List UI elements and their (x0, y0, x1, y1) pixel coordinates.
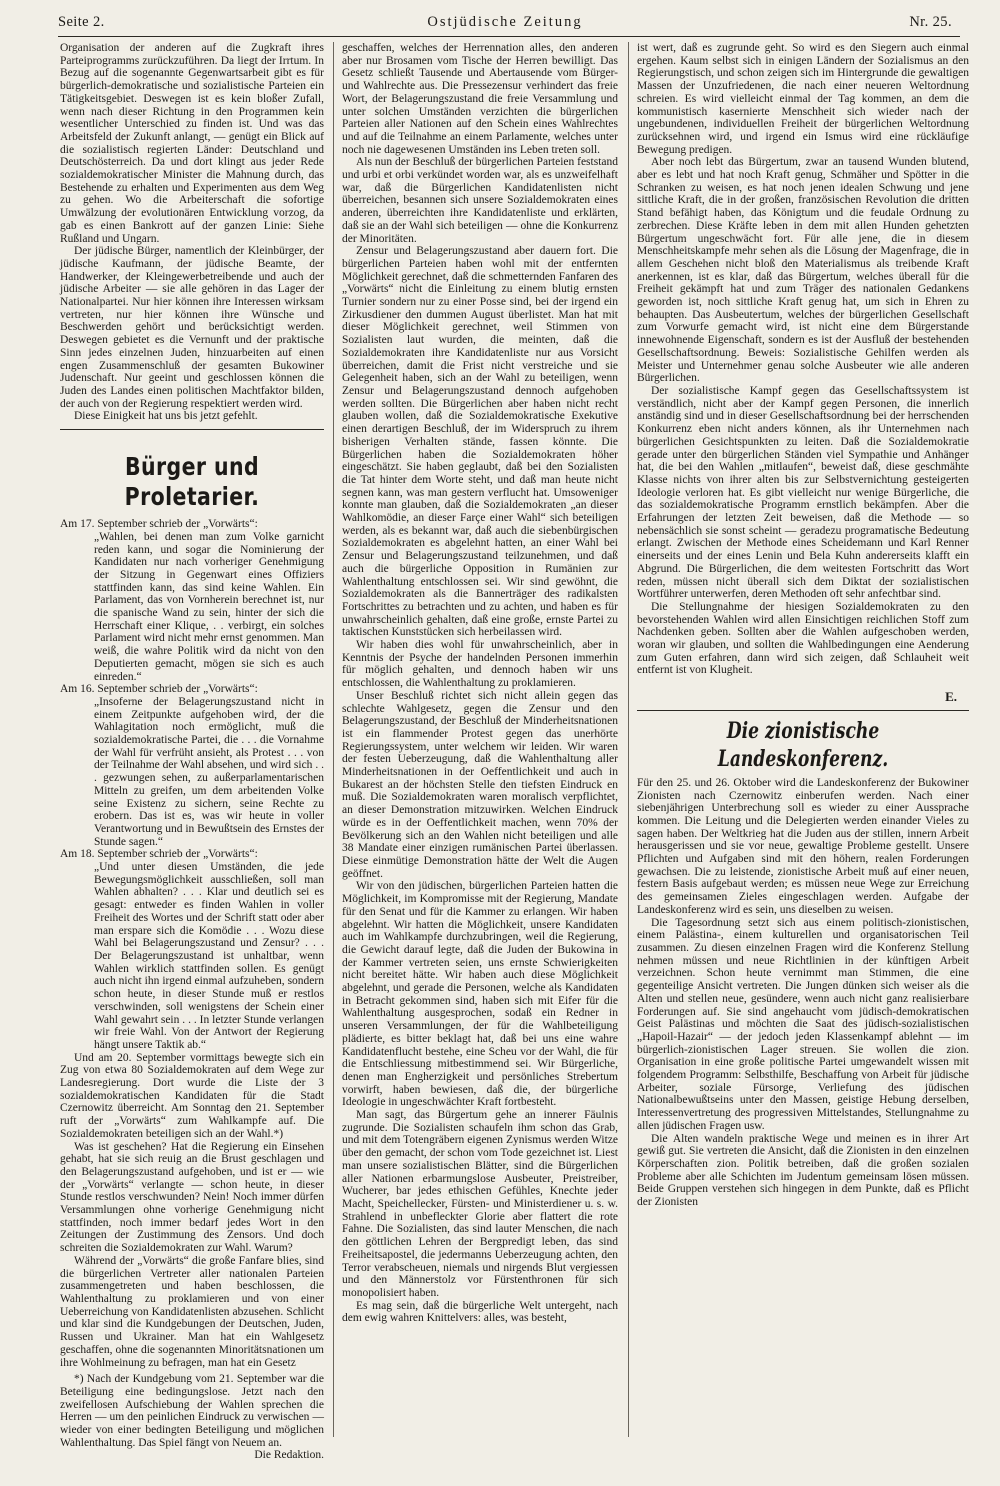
quote: „Insoferne der Belagerungszustand nicht in einem Zeitpunkte aufgehoben wird, der die Wahlagitation noch ermöglicht, muß die sozialdemokratische Partei, die . . . die Vornahme der Wahl für verfrüht ansieht, als Protest . . . von der Teilnahme der Wahl absehen, und wird sich . . . gezwungen sehen, zu außerparlamentarischen Mitteln zu greifen, um dem arbeitenden Volke seine Existenz zu sichern, seine Rechte zu erobern. Das ist es, was wir heute in voller Verantwortung und in Bewußtsein des Ernstes der Stunde sagen.“ (94, 695, 324, 848)
issue-number: Nr. 25. (909, 14, 952, 30)
article-heading: Die zionistische Landeskonferenz. (717, 717, 889, 772)
header-rule (58, 36, 960, 37)
author-signature: E. (945, 689, 957, 705)
paragraph: Unser Beschluß richtet sich nicht allein gegen das schlechte Wahlgesetz, gegen die Zensur und den Belagerungszustand, der Beschluß der Minderheitsnationen ist ein flammender Protest gegen das unerhörte Regierungssystem, unter welchem wir leiden. Wir waren der festen Ueberzeugung, daß die Wahlenthaltung aller Minderheitsnationen in der Oeffentlichkeit und auch in Bukarest an der höchsten Stelle den tiefsten Eindruck en muß. Die Sozialdemokraten waren moralisch verpflichtet, an dieser Demonstration mitzuwirken. Welchen Eindruck würde es in der Oeffentlichkeit machen, wenn 70% der Bevölkerung sich an den Wahlen nicht beteiligen und alle 38 Mandate einer einzigen rumänischen Partei überlassen. Diese einmütige Demonstration hätte der Welt die Augen geöffnet. (342, 689, 618, 880)
page-number: Seite 2. (58, 14, 105, 30)
paragraph: ist wert, daß es zugrunde geht. So wird es den Siegern auch einmal ergehen. Kaum selbst sich in einigen Ländern der Sozialismus an den Regierungstisch, und schon zeigen sich im Hintergrunde die gewaltigen Massen der Unzufriedenen, die nach einer neueren Weltordnung schreien. Es wird vielleicht einmal der Tag kommen, an dem die kommunistisch kasernierte Menschheit sich wieder nach der ungebundenen, individuellen Freiheit der bürgerlichen Weltordnung zurücksehnen wird, und irgend ein Ismus wird eine rückläufige Bewegung predigen. (637, 42, 969, 156)
paragraph: Für den 25. und 26. Oktober wird die Landeskonferenz der Bukowiner Zionisten nach Czernowitz einberufen werden. Nach einer siebenjährigen Unterbrechung soll es wieder zu einer Aussprache kommen. Die Leitung und die Delegierten werden einander Vieles zu sagen haben. Der Weltkrieg hat die Juden aus der stillen, innern Arbeit herausgerissen und sie vor neue, gewaltige Probleme gestellt. Unsere Pflichten und Aufgaben sind mit den höhern, realen Forderungen gewachsen. Die zu leistende, zionistische Arbeit muß auf einer neuen, festern Basis aufgebaut werden; es müssen neue Wege zur Erreichung des gemeinsamen Zieles eingeschlagen werden. Aufgabe der Landeskonferenz wird es sein, uns dieselben zu weisen. (637, 776, 969, 916)
paragraph: Die Alten wandeln praktische Wege und meinen es in ihrer Art gewiß gut. Sie vertreten die Ansicht, daß die Zionisten in den einzelnen Körperschaften zion. Politik betreiben, daß die großen sozialen Probleme aber alle Schichten im Judentum gemeinsam lösen müssen. Beide Gruppen verstehen sich hingegen in dem Punkte, daß es Pflicht der Zionisten (637, 1132, 969, 1209)
paragraph: Während der „Vorwärts“ die große Fanfare blies, sind die bürgerlichen Vertreter aller nationalen Parteien zusammengetreten und haben beschlossen, die Wahlenthaltung zu proklamieren und von einer Ueberreichung von Kandidatenlisten abzusehen. Schlicht und klar sind die Kundgebungen der Deutschen, Juden, Russen und Ukrainer. Man hat ein Wahlgesetz geschaffen, ohne die sogenannten Minoritätsnationen um ihre Wohlmeinung zu befragen, man hat ein Gesetz (60, 1254, 324, 1369)
footnote: *) Nach der Kundgebung vom 21. September war die Beteiligung eine bedingungslose. Jetzt nach den zweifellosen Aufschiebung der Wahlen sprechen die Herren — um den peinlichen Eindruck zu verwischen — wieder von einer bedingten Beteiligung und möglichen Wahlenthaltung. Das Spiel fängt von Neuem an. (60, 1373, 324, 1449)
column-divider (628, 42, 629, 1437)
quote: „Und unter diesen Umständen, die jede Bewegungsmöglichkeit ausschließen, soll man Wahlen abhalten? . . . Klar und deutlich sei es gesagt: entweder es finden Wahlen in voller Freiheit des Wortes und der Schrift statt oder aber man erspare sich die Komödie . . . Wozu diese Wahl bei Belagerungszustand und Zensur? . . . Der Belagerungszustand ist unhaltbar, wenn Wahlen wirklich stattfinden sollen. Es genügt auch nicht ihn irgend einmal aufzuheben, sondern schon heute, in dieser Stunde muß er restlos verschwinden, soll wenigstens der Schein einer Wahl gewahrt sein . . . In letzter Stunde verlangen wir freie Wahl. Von der Antwort der Regierung hängt unsere Taktik ab.“ (94, 861, 324, 1051)
paragraph: Diese Einigkeit hat uns bis jetzt gefehlt. (74, 410, 258, 423)
newspaper-title: Ostjüdische Zeitung (427, 14, 583, 30)
column-divider (333, 42, 334, 1437)
paragraph: Die Tagesordnung setzt sich aus einem politisch-zionistischen, einem Palästina-, einem kulturellen und organisatorischen Teil zusammen. Zu diesen einzelnen Fragen wird die Konferenz Stellung nehmen müssen und neue Richtlinien in der künftigen Arbeit verzeichnen. Schon heute vernimmt man Stimmen, die eine gegenteilige Ansicht vertreten. Die Jungen dünken sich weiser als die Alten und stellen neue, gesündere, wenn auch nicht ganz realisierbare Forderungen auf. Sie sind angehaucht vom jüdisch-demokratischen Geist Palästinas und möchten die Saat des jüdisch-sozialistischen „Hapoil-Hazair“ — der jedoch jeden Klassenkampf ablehnt — im bürgerlich-zionistischen Lager streuen. Sie wollen die zion. Organisation in eine große politische Partei umgewandelt wissen mit folgendem Programm: Selbsthilfe, Beschaffung von Arbeit für jüdische Arbeiter, soziale Fürsorge, Verliefung des jüdischen Nationalbewußtseins unter den Massen, geistige Hebung derselben, Interessenvertretung des progressiven Mittelstandes, Stellungnahme zu allen jüdischen Fragen usw. (637, 916, 969, 1132)
dateline: Am 17. September schrieb der „Vorwärts“: (60, 518, 258, 531)
paragraph: Als nun der Beschluß der bürgerlichen Parteien feststand und urbi et orbi verkündet worden war, als es unzweifelhaft war, daß die Bürgerlichen Kandidatenlisten nicht überreichen, besannen sich unsere Sozialdemokraten eines anderen, überreichten ihre Kandidatenliste und erklärten, daß sie an der Wahl sich beteiligen — ohne die Konkurrenz der Minoritäten. (342, 156, 618, 245)
paragraph: Aber noch lebt das Bürgertum, zwar an tausend Wunden blutend, aber es lebt und hat noch Kraft genug, Schmäher und Spötter in die Schranken zu weisen, es hat noch jenen idealen Schwung und jene sittliche Kraft, die in der großen, französischen Revolution die dritten Stand befähigt haben, das Königtum und die feudale Ordnung zu zerbrechen. Diese Kräfte leben in dem mit allen Hunden gehetzten Bürgertum ungeschwächt fort. Für alle jene, die in diesem Menschheitskampfe mehr sehen als die Lösung der Magenfrage, die in allem Geschehen nicht bloß den Materialismus als treibende Kraft anerkennen, ist es klar, daß das Bürgertum, welches überall für die Freiheit gekämpft hat und zum Träger des nationalen Gedankens geworden ist, noch sittliche Kraft genug hat, um sich in Ehren zu behaupten. Das Ausbeutertum, welches der bürgerlichen Gesellschaft zum Vorwurfe gemacht wird, ist nicht eine dem Bürgerstande innewohnende Eigenschaft, sondern es ist der Ausfluß der bestehenden Gesellschaftsordnung. Beweis: Sozialistische Gehilfen werden als Meister und Unternehmer genau solche Ausbeuter wie alle anderen Bürgerlichen. (637, 156, 969, 385)
paragraph: Zensur und Belagerungszustand aber dauern fort. Die bürgerlichen Parteien haben wohl mit der entfernten Möglichkeit gerechnet, daß die schmetternden Fanfaren des „Vorwärts“ nicht die Einleitung zu einem blutig ernsten Turnier sondern nur zu einer Posse sind, bei der irgend ein Zirkusdiener den dummen August überlistet. Man hat mit dieser Möglichkeit gerechnet, weil Stimmen von Sozialisten laut wurden, die meinten, daß die Sozialdemokraten ihre Kandidatenliste nur aus Vorsicht überreichen, damit die Frist nicht verstreiche und sie Gelegenheit haben, sich an der Wahl zu beteiligen, wenn Zensur und Belagerungszustand dennoch aufgehoben werden sollten. Die Bürgerlichen aber haben nicht recht glauben wollen, daß die Sozialdemokratische Exekutive einen derartigen Beschluß, der im Widerspruch zu ihrem bisherigen Verhalten stände, fassen könnte. Die Bürgerlichen haben die Sozialdemokraten höher eingeschätzt. Sie haben geglaubt, daß bei den Sozialisten die Tat hinter dem Worte steht, und daß man heute nicht segnen kann, was man gestern verflucht hat. Umsoweniger konnte man glauben, daß die Sozialdemokraten „an dieser Wahlkomödie, an dieser Farçe einer Wahl“ sich beteiligen werden, als es bekannt war, daß auch die siebenbürgischen Sozialdemokraten es abgelehnt hatten, an einer Wahl bei Zensur und Belagerungszustand teilzunehmen, und daß auch die bürgerliche Opposition in Rumänien zur Wahlenthaltung entschlossen sei. Wir sind gewöhnt, die Sozialdemokraten als die Bannerträger des radikalsten Fortschrittes zu betrachten und zu achten, und haben es für unwahrscheinlich gehalten, daß eine große, ernste Partei zu taktischen Kunststücken sich herbeilassen wird. (342, 245, 618, 639)
paragraph: Wir von den jüdischen, bürgerlichen Parteien hatten die Möglichkeit, im Kompromisse mit der Regierung, Mandate für den Senat und für die Kammer zu erlangen. Wir haben abgelehnt. Wir hatten die Möglichkeit, unsere Kandidaten auch im Wahlkampfe durchzubringen, weil die Regierung, die Gewicht darauf legte, daß die Juden der Bukowina in der Kammer vertreten seien, uns ernste Schwierigkeiten nicht bereitet hätte. Wir haben auch diese Möglichkeit abgelehnt, und gerade die Personen, welche als Kandidaten in Betracht gekommen sind, haben sich mit Eifer für die Wahlenthaltung ausgesprochen, sodaß ein Redner in unseren Versammlungen, der für die Wahlbeteiligung plädierte, es bitter beklagt hat, daß bei uns eine wahre Kandidatenflucht bestehe, eine Scheu vor der Wahl, die für die Entschliessung mitbestimmend sei. Wir Bürgerliche, denen man Engherzigkeit und persönliches Strebertum vorwirft, haben bewiesen, daß die, der bürgerliche Ideologie in ungeschwächter Kraft fortbesteht. (342, 880, 618, 1109)
article-heading: Bürger und Proletarier. (124, 452, 260, 512)
column-3 (637, 42, 969, 1442)
dateline: Am 18. September schrieb der „Vorwärts“: (60, 848, 258, 861)
column-2 (342, 42, 618, 1442)
paragraph: Die Stellungnahme der hiesigen Sozialdemokraten zu den bevorstehenden Wahlen wird allen Einsichtigen reichlichen Stoff zum Nachdenken geben. Sollten aber die Wahlen aufgeschoben werden, woran wir glauben, und sollten die Wahlbedingungen eine Aenderung zum Guten erfahren, dann wird sich zeigen, daß Schlauheit weit entfernt ist von Klugheit. (637, 600, 969, 677)
dateline: Am 16. September schrieb der „Vorwärts“: (60, 683, 258, 696)
page-header (58, 14, 952, 38)
paragraph: Der jüdische Bürger, namentlich der Kleinbürger, der jüdische Kaufmann, der jüdische Beamte, der Handwerker, der Kleingewerbetreibende und auch der jüdische Arbeiter — sie alle gehören in das Lager der Nationalpartei. Nur hier können ihre Interessen wirksam vertreten, nur hier können ihre Wünsche und Beschwerden gehört und berücksichtigt werden. Deswegen gebietet es die Vernunft und der praktische Sinn jedes einzelnen Juden, hinzuarbeiten auf einen engen Zusammenschluß der gesamten Bukowiner Judenschaft. Nur geeint und geschlossen können die Juden des Landes einen politischen Machtfaktor bilden, der auch von der Regierung respektiert werden wird. (60, 245, 324, 410)
paragraph: Wir haben dies wohl für unwahrscheinlich, aber in Kenntnis der Psyche der handelnden Personen immerhin für möglich gehalten, und dennoch haben wir uns entschlossen, die Wahlenthaltung zu proklamieren. (342, 639, 618, 690)
quote: „Wahlen, bei denen man zum Volke garnicht reden kann, und sogar die Nominierung der Kandidaten nur nach vorheriger Genehmigung der Sitzung in Gegenwart eines Offiziers stattfinden kann, das sind keine Wahlen. Ein Parlament, das von Vornherein berechnet ist, nur die spanische Wand zu sein, hinter der sich die Herrschaft einer Klique, . . verbirgt, ein solches Parlament wird nicht mehr ernst genommen. Man weiß, die wahre Politik wird da nicht von den Deputierten gemacht, mögen sie sich es auch einreden.“ (94, 530, 324, 683)
paragraph: geschaffen, welches der Herrennation alles, den anderen aber nur Brosamen vom Tische der Herren bewilligt. Das Gesetz schließt Tausende und Abertausende vom Bürger- und Wahlrechte aus. Die Pressezensur verhindert das freie Wort, der Belagerungszustand die freie Versammlung und unter solchen Umständen verzichten die bürgerlichen Parteien aller Nationen auf den Schein eines Wahlrechtes und auf die Teilnahme an einem Parlamente, welches unter noch nie dagewesenen Umständen ins Leben treten soll. (342, 42, 618, 156)
paragraph: Was ist geschehen? Hat die Regierung ein Einsehen gehabt, hat sie sich reuig an die Brust geschlagen und den Belagerungszustand aufgehoben, und ist er — wie der „Vorwärts“ verlangte — schon heute, in dieser Stunde restlos verschwunden? Nein! Noch immer dürfen Versammlungen ohne vorherige Genehmigung nicht stattfinden, noch immer bedarf jedes Wort in den Zeitungen der Zustimmung des Zensors. Und doch schreiten die Sozialdemokraten zur Wahl. Warum? (60, 1140, 324, 1255)
column-1 (60, 42, 324, 1462)
footnote-signature: Die Redaktion. (254, 1449, 324, 1462)
paragraph: Es mag sein, daß die bürgerliche Welt untergeht, nach dem ewig wahren Knittelvers: alles, was besteht, (342, 1299, 618, 1325)
section-divider (60, 429, 324, 430)
paragraph: Der sozialistische Kampf gegen das Gesellschaftssystem ist verständlich, nicht aber der Kampf gegen Personen, die innerlich anständig sind und in dieser Gesellschaftsordnung bei der herrschenden Konkurrenz eben nicht anders können, als ihr Unternehmen nach bürgerlichen Gesichtspunkten zu leiten. Daß die Sozialdemokratie gerade unter den bürgerlichen Ständen viel Sympathie und Anhänger hat, die bei den Wahlen „mitlaufen“, beweist daß, diese geschmähte Klasse nichts von ihrer alten bis zur Selbstvernichtung gesteigerten Ideologie verloren hat. Es gibt vielleicht nur wenige Bürgerliche, die das sozialdemokratische Programm ernstlich bekämpfen. Aber die Erfahrungen der letzten Zeit beweisen, daß die Methode — so nebensächlich sie sonst scheint — geradezu programatische Bedeutung erlangt. Zwischen der Methode eines Scheidemann und Karl Renner einerseits und der eines Lenin und Bela Kuhn andererseits klafft ein Abgrund. Die Bürgerlichen, die dem weitesten Fortschritt das Wort reden, müssen nicht überall sich dem Diktat der sozialistischen Wortführer unterwerfen, deren Methoden oft sehr anfechtbar sind. (637, 384, 969, 601)
section-divider (637, 710, 969, 711)
paragraph: Man sagt, das Bürgertum gehe an innerer Fäulnis zugrunde. Die Sozialisten schaufeln ihm schon das Grab, und mit dem Totengräbern eigenen Zynismus werden Witze über den gemacht, der schon vom Tode gezeichnet ist. Liest man unsere sozialistischen Blätter, sind die Bürgerlichen aller Nationen erbarmungslose Ausbeuter, Preistreiber, Wucherer, bar jedes ethischen Gefühles, Knechte jeder Macht, Speichellecker, Fürsten- und Ministerdiener u. s. w. Strahlend in unbefleckter Glorie aber flattert die rote Fahne. Die Sozialisten, das sind lauter Menschen, die nach den göttlichen Lehren der Bergpredigt leben, das sind Freiheitsapostel, die jedermanns Ueberzeugung achten, den Terror verabscheuen, niemals und nirgends Blut vergiessen und den Männerstolz vor Fürstenthronen für sich monopolisiert haben. (342, 1109, 618, 1299)
paragraph: Und am 20. September vormittags bewegte sich ein Zug von etwa 80 Sozialdemokraten auf dem Wege zur Landesregierung. Dort wurde die Liste der 3 sozialdemokratischen Kandidaten für die Stadt Czernowitz überreicht. Am Sonntag den 21. September ruft der „Vorwärts“ zum Wahlkampfe auf. Die Sozialdemokraten beteiligen sich an der Wahl.*) (60, 1051, 324, 1140)
paragraph: Organisation der anderen auf die Zugkraft ihres Parteiprogramms zurückzuführen. Da liegt der Irrtum. In Bezug auf die sogenannte Gegenwartsarbeit gibt es für bürgerlich-demokratische und sozialistische Parteien ein Tätigkeitsgebiet. Deswegen ist es kein bloßer Zufall, wenn nach dieser Richtung in den Programmen kein wesentlicher Unterschied zu finden ist. Und was das Arbeitsfeld der Zukunft anlangt, — genügt ein Blick auf die sozialistisch regierten Länder: Deutschland und Deutschösterreich. Da und dort klingt aus jeder Rede sozialdemokratischer Minister die Mahnung durch, das Bestehende zu erhalten und Experimenten aus dem Weg zu gehen. Wo die Arbeiterschaft die sofortige Umwälzung der evolutionären Entwicklung vorzog, da gab es einen Bankrott auf der ganzen Linie: Siehe Rußland und Ungarn. (60, 42, 324, 245)
